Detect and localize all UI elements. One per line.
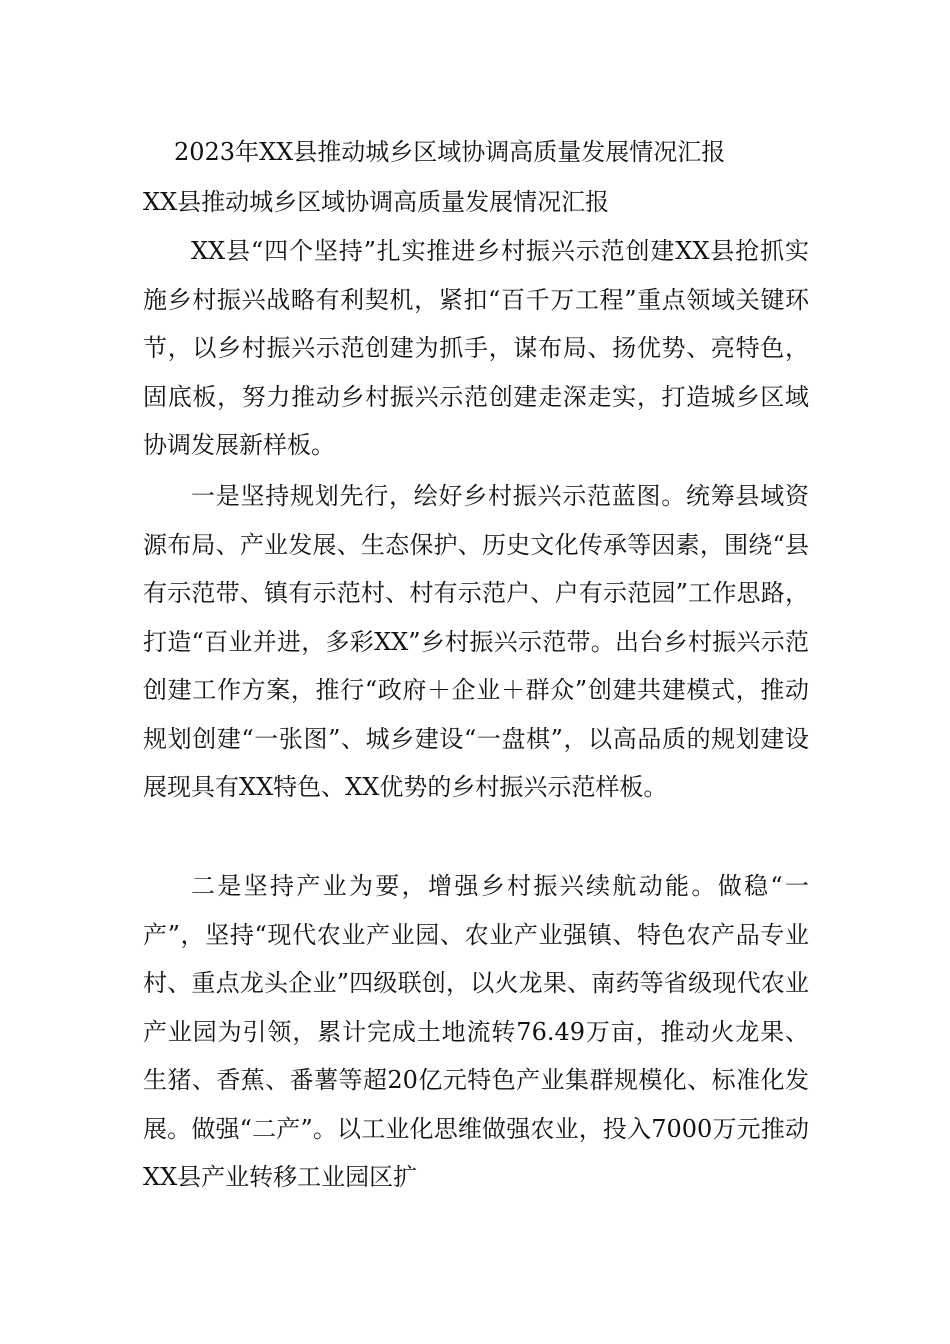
paragraph-planning: 一是坚持规划先行，绘好乡村振兴示范蓝图。统筹县域资源布局、产业发展、生态保护、历史文化传承等因素，围绕“县有示范带、镇有示范村、村有示范户、户有示范园”工作思路，打造“百业并进，多彩XX”乡村振兴示范带。出台乡村振兴示范创建工作方案，推行“政府＋企业＋群众”创建共建模式，推动规划创建“一张图”、城乡建设“一盘棋”，以高品质的规划建设展现具有XX特色、XX优势的乡村振兴示范样板。 [143,482,809,801]
document-subtitle: XX县推动城乡区域协调高质量发展情况汇报 [143,188,610,216]
paragraph-industry: 二是坚持产业为要，增强乡村振兴续航动能。做稳“一产”，坚持“现代农业产业园、农业产业强镇、特色农产品专业村、重点龙头企业”四级联创，以火龙果、南药等省级现代农业产业园为引领，累计完成土地流转76.49万亩，推动火龙果、生猪、香蕉、番薯等超20亿元特色产业集群规模化、标准化发展。做强“二产”。以工业化思维做强农业，投入7000万元推动XX县产业转移工业园区扩 [143,872,809,1191]
document-title: 2023年XX县推动城乡区域协调高质量发展情况汇报 [174,138,726,166]
paragraph-intro: XX县“四个坚持”扎实推进乡村振兴示范创建XX县抢抓实施乡村振兴战略有利契机，紧扣“百千万工程”重点领域关键环节，以乡村振兴示范创建为抓手，谋布局、扬优势、亮特色，固底板，努力推动乡村振兴示范创建走深走实，打造城乡区域协调发展新样板。 [143,237,809,459]
